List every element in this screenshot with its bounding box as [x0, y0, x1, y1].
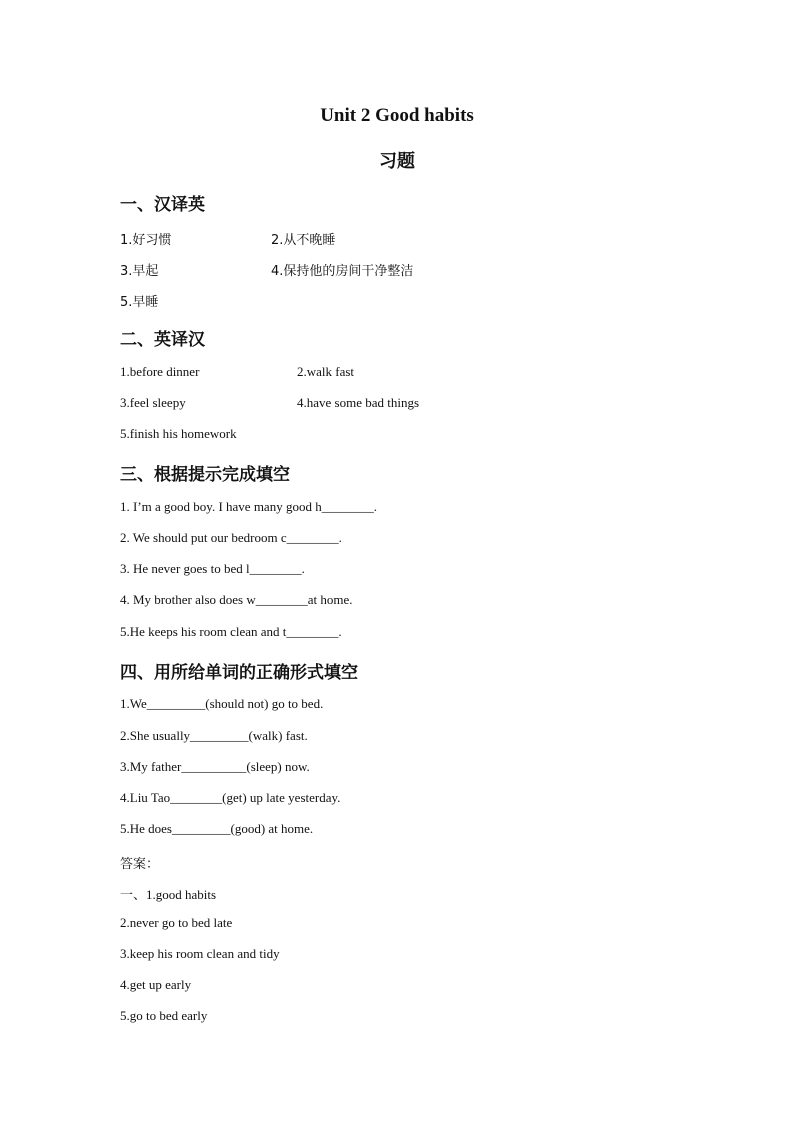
section-1-item: 2.从不晚睡 [271, 233, 336, 248]
section-3-item: 2. We should put our bedroom c________. [120, 530, 342, 545]
section-3-heading: 三、根据提示完成填空 [120, 465, 290, 485]
section-1-item: 4.保持他的房间干净整洁 [271, 264, 414, 279]
section-2-item: 2.walk fast [297, 364, 355, 379]
section-4-item: 5.He does_________(good) at home. [120, 821, 314, 836]
section-2-heading: 二、英译汉 [120, 330, 205, 350]
section-2-item: 1.before dinner [120, 364, 200, 379]
answer-item: 5.go to bed early [120, 1008, 208, 1023]
answer-item: 一、1.good habits [120, 887, 217, 902]
page-subtitle: 习题 [379, 151, 415, 172]
answer-item: 3.keep his room clean and tidy [120, 946, 280, 961]
answer-item: 2.never go to bed late [120, 915, 233, 930]
section-1-item: 3.早起 [120, 264, 159, 279]
page-title: Unit 2 Good habits [320, 105, 474, 126]
answers-label: 答案： [120, 857, 160, 872]
section-2-item: 5.finish his homework [120, 426, 237, 441]
section-3-item: 5.He keeps his room clean and t________. [120, 624, 342, 639]
section-4-item: 2.She usually_________(walk) fast. [120, 728, 308, 743]
section-4-item: 1.We_________(should not) go to bed. [120, 696, 324, 711]
answer-item: 4.get up early [120, 977, 192, 992]
section-1-item: 5.早睡 [120, 295, 159, 310]
section-4-heading: 四、用所给单词的正确形式填空 [120, 663, 358, 683]
section-4-item: 3.My father__________(sleep) now. [120, 759, 310, 774]
section-3-item: 1. I’m a good boy. I have many good h________. [120, 499, 377, 514]
section-4-item: 4.Liu Tao________(get) up late yesterday. [120, 790, 341, 805]
section-1-item: 1.好习惯 [120, 233, 172, 248]
section-2-item: 3.feel sleepy [120, 395, 186, 410]
section-3-item: 3. He never goes to bed l________. [120, 561, 305, 576]
section-1-heading: 一、汉译英 [120, 195, 205, 215]
section-2-item: 4.have some bad things [297, 395, 420, 410]
section-3-item: 4. My brother also does w________at home. [120, 592, 353, 607]
